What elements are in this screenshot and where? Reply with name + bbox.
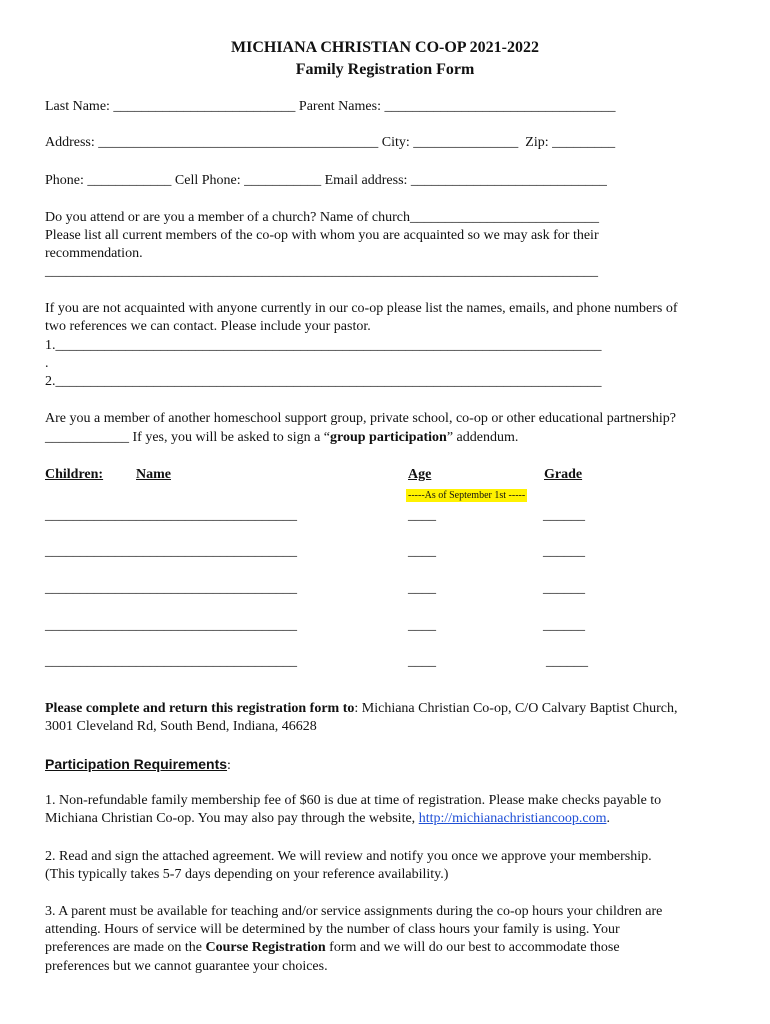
requirement-3-text-a: preferences are made on the: [45, 940, 206, 955]
name-fields-line: Last Name: __________________________ Parent Names: _________________________________: [45, 99, 616, 114]
group-text-a: If yes, you will be asked to sign a “: [129, 430, 331, 445]
course-registration-bold: Course Registration: [205, 940, 326, 955]
coop-members-prompt: Please list all current members of the co-op with whom you are acquainted so we may ask for their: [45, 228, 599, 243]
requirement-3-text-b: form and we will do our best to accommodate those: [325, 940, 620, 955]
reference-2-blank: 2.______________________________________________________________________________: [45, 374, 602, 389]
requirement-2-line-1: 2. Read and sign the attached agreement. We will review and notify you once we approve your membership.: [45, 849, 652, 864]
child-2-age-blank: ____: [408, 544, 436, 559]
references-prompt-cont: two references we can contact. Please include your pastor.: [45, 319, 371, 334]
child-5-grade-blank: ______: [546, 654, 588, 669]
grade-header: Grade: [544, 467, 583, 482]
requirement-3-line-4: preferences but we cannot guarantee your choices.: [45, 959, 328, 974]
child-4-grade-blank: ______: [543, 618, 585, 633]
age-header: Age: [408, 467, 432, 482]
requirement-3-line-2: attending. Hours of service will be determined by the number of class hours your family is using. Your: [45, 922, 620, 937]
child-1-name-blank: ____________________________________: [45, 508, 297, 523]
child-3-age-blank: ____: [408, 581, 436, 596]
child-3-name-blank: ____________________________________: [45, 581, 297, 596]
child-1-grade-blank: ______: [543, 508, 585, 523]
requirements-heading-line: [45, 755, 231, 775]
group-answer-blank: ____________: [45, 430, 129, 445]
website-link[interactable]: http://michianachristiancoop.com: [418, 811, 607, 826]
child-1-age-blank: ____: [408, 508, 436, 523]
age-note: [406, 486, 527, 504]
reference-dot: .: [45, 356, 49, 371]
form-title: MICHIANA CHRISTIAN CO-OP 2021-2022: [230, 39, 539, 56]
reference-1-blank: 1.______________________________________________________________________________: [45, 338, 602, 353]
child-2-name-blank: ____________________________________: [45, 544, 297, 559]
requirements-colon: :: [227, 758, 231, 773]
requirement-1-line-1: 1. Non-refundable family membership fee of $60 is due at time of registration. Please make checks payable to: [45, 793, 662, 808]
child-4-name-blank: ____________________________________: [45, 618, 297, 633]
age-note-highlight: -----As of September 1st -----: [408, 490, 526, 501]
name-header: Name: [136, 467, 171, 482]
requirement-3-line-1: 3. A parent must be available for teaching and/or service assignments during the co-op hours your children are: [45, 904, 663, 919]
address-fields-line: Address: ________________________________________ City: _______________ Zip: _________: [45, 135, 616, 150]
phone-fields-line: Phone: ____________ Cell Phone: ___________ Email address: ____________________________: [45, 173, 607, 188]
references-prompt: If you are not acquainted with anyone currently in our co-op please list the names, emails, and phone numbers of: [45, 301, 678, 316]
child-4-age-blank: ____: [408, 618, 436, 633]
child-3-grade-blank: ______: [543, 581, 585, 596]
requirement-2-line-2: (This typically takes 5-7 days depending on your reference availability.): [45, 867, 449, 882]
requirement-1-text: Michiana Christian Co-op. You may also pay through the website,: [45, 811, 419, 826]
requirement-1-line-2: [45, 810, 610, 828]
requirement-3-line-3: [45, 939, 620, 957]
child-2-grade-blank: ______: [543, 544, 585, 559]
requirements-heading: Participation Requirements: [45, 756, 228, 772]
coop-members-prompt-cont: recommendation.: [45, 246, 143, 261]
form-subtitle: Family Registration Form: [295, 61, 475, 78]
coop-members-blank: _______________________________________________________________________________: [45, 264, 598, 279]
return-instructions: [45, 700, 678, 718]
return-instructions-bold: Please complete and return this registration form to: [45, 701, 355, 716]
child-5-age-blank: ____: [408, 654, 436, 669]
return-address-1: : Michiana Christian Co-op, C/O Calvary Baptist Church,: [354, 701, 678, 716]
church-question: Do you attend or are you a member of a church? Name of church___________________________: [45, 210, 600, 225]
return-address-2: 3001 Cleveland Rd, South Bend, Indiana, 46628: [45, 719, 317, 734]
children-header: Children:: [45, 467, 104, 482]
group-text-b: ” addendum.: [446, 430, 519, 445]
group-question: Are you a member of another homeschool support group, private school, co-op or other educational partnership?: [45, 411, 676, 426]
group-participation-bold: group participation: [330, 430, 447, 445]
child-5-name-blank: ____________________________________: [45, 654, 297, 669]
requirement-1-period: .: [606, 811, 610, 826]
group-answer-line: [45, 429, 518, 447]
